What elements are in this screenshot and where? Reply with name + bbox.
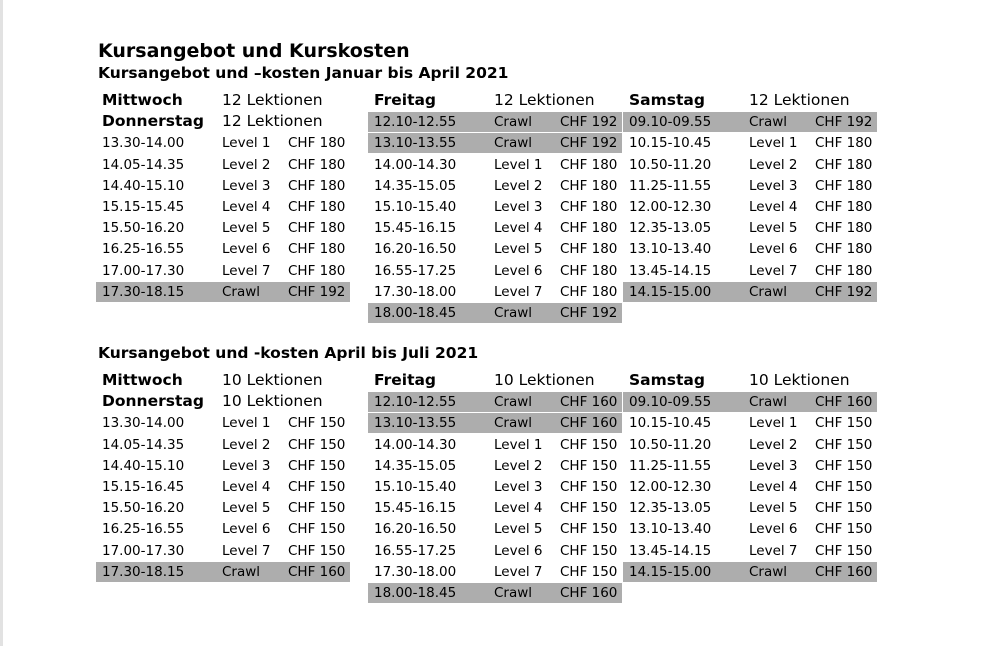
time-cell: 15.10-15.40	[374, 199, 457, 215]
price-cell: CHF 150	[288, 457, 346, 474]
day-name: Donnerstag	[102, 112, 204, 131]
level-cell: Level 4	[749, 199, 798, 215]
table-row	[96, 133, 350, 153]
time-cell: 17.00-17.30	[102, 542, 185, 559]
price-cell: CHF 160	[560, 585, 618, 601]
price-cell: CHF 192	[288, 283, 346, 300]
time-cell: 12.00-12.30	[629, 479, 712, 495]
level-cell: Level 3	[749, 177, 798, 194]
level-cell: Crawl	[749, 394, 788, 411]
level-cell: Level 1	[222, 135, 271, 152]
price-cell: CHF 150	[815, 521, 873, 538]
price-cell: CHF 180	[288, 135, 346, 152]
table-row	[368, 303, 622, 323]
level-cell: Level 7	[749, 262, 798, 279]
price-cell: CHF 160	[560, 394, 618, 411]
day-name: Samstag	[629, 91, 705, 109]
table-row	[368, 261, 622, 281]
level-cell: Crawl	[494, 415, 533, 432]
price-cell: CHF 150	[815, 436, 873, 453]
level-cell: Level 7	[749, 542, 798, 559]
table-row	[96, 519, 350, 539]
price-cell: CHF 150	[288, 436, 346, 453]
level-cell: Level 4	[222, 199, 271, 215]
price-cell: CHF 180	[815, 241, 873, 258]
price-cell: CHF 150	[288, 479, 346, 495]
day-header	[96, 111, 350, 132]
time-cell: 12.10-12.55	[374, 394, 457, 411]
table-row	[96, 498, 350, 518]
time-cell: 16.20-16.50	[374, 241, 457, 258]
level-cell: Level 2	[749, 436, 798, 453]
price-cell: CHF 180	[815, 156, 873, 173]
time-cell: 14.05-14.35	[102, 156, 185, 173]
price-cell: CHF 180	[288, 241, 346, 258]
time-cell: 12.35-13.05	[629, 220, 712, 237]
table-row	[623, 413, 877, 433]
price-cell: CHF 180	[288, 199, 346, 215]
level-cell: Level 7	[494, 283, 543, 300]
price-cell: CHF 192	[815, 283, 873, 300]
table-row	[368, 282, 622, 302]
time-cell: 10.15-10.45	[629, 415, 712, 432]
level-cell: Crawl	[749, 114, 788, 131]
time-cell: 15.10-15.40	[374, 479, 457, 495]
price-cell: CHF 150	[560, 457, 618, 474]
time-cell: 12.00-12.30	[629, 199, 712, 215]
price-cell: CHF 150	[560, 563, 618, 580]
level-cell: Level 6	[749, 241, 798, 258]
table-row	[368, 456, 622, 476]
day-header	[623, 90, 877, 111]
price-cell: CHF 192	[560, 114, 618, 131]
time-cell: 18.00-18.45	[374, 585, 457, 601]
level-cell: Level 4	[494, 500, 543, 517]
time-cell: 16.55-17.25	[374, 542, 457, 559]
level-cell: Crawl	[749, 563, 788, 580]
time-cell: 14.35-15.05	[374, 177, 457, 194]
level-cell: Level 2	[749, 156, 798, 173]
time-cell: 13.10-13.40	[629, 241, 712, 258]
table-row	[623, 498, 877, 518]
level-cell: Level 1	[494, 156, 543, 173]
level-cell: Crawl	[749, 283, 788, 300]
price-cell: CHF 180	[560, 262, 618, 279]
price-cell: CHF 192	[815, 114, 873, 131]
level-cell: Level 7	[222, 542, 271, 559]
table-row	[623, 435, 877, 455]
price-cell: CHF 150	[560, 542, 618, 559]
table-row	[96, 477, 350, 497]
table-row	[623, 112, 877, 132]
time-cell: 14.40-15.10	[102, 177, 185, 194]
time-cell: 14.05-14.35	[102, 436, 185, 453]
lessons-count: 10 Lektionen	[222, 371, 323, 389]
level-cell: Level 2	[494, 177, 543, 194]
time-cell: 14.15-15.00	[629, 563, 712, 580]
time-cell: 14.15-15.00	[629, 283, 712, 300]
level-cell: Level 6	[222, 241, 271, 258]
price-cell: CHF 180	[288, 220, 346, 237]
table-row	[368, 239, 622, 259]
table-row	[368, 392, 622, 412]
time-cell: 13.45-14.15	[629, 262, 712, 279]
price-cell: CHF 150	[815, 457, 873, 474]
level-cell: Level 6	[222, 521, 271, 538]
time-cell: 10.15-10.45	[629, 135, 712, 152]
lessons-count: 12 Lektionen	[222, 112, 323, 131]
level-cell: Level 5	[749, 220, 798, 237]
table-row	[368, 413, 622, 433]
table-row	[96, 261, 350, 281]
level-cell: Level 3	[749, 457, 798, 474]
time-cell: 16.25-16.55	[102, 521, 185, 538]
table-row	[368, 155, 622, 175]
level-cell: Level 2	[222, 436, 271, 453]
price-cell: CHF 150	[815, 500, 873, 517]
time-cell: 09.10-09.55	[629, 114, 712, 131]
table-row	[96, 239, 350, 259]
day-header	[368, 90, 622, 111]
table-row	[623, 176, 877, 196]
day-header	[623, 370, 877, 391]
time-cell: 15.45-16.15	[374, 220, 457, 237]
price-cell: CHF 180	[815, 135, 873, 152]
time-cell: 17.30-18.00	[374, 283, 457, 300]
price-cell: CHF 150	[560, 436, 618, 453]
lessons-count: 12 Lektionen	[222, 91, 323, 109]
table-row	[96, 197, 350, 217]
time-cell: 17.30-18.15	[102, 283, 185, 300]
level-cell: Level 5	[749, 500, 798, 517]
time-cell: 12.35-13.05	[629, 500, 712, 517]
table-row	[368, 112, 622, 132]
time-cell: 13.10-13.55	[374, 135, 457, 152]
time-cell: 16.55-17.25	[374, 262, 457, 279]
table-row	[368, 133, 622, 153]
level-cell: Level 5	[222, 220, 271, 237]
level-cell: Level 4	[222, 479, 271, 495]
section-heading: Kursangebot und –kosten Januar bis April 2021	[98, 64, 509, 82]
table-row	[368, 519, 622, 539]
price-cell: CHF 150	[288, 415, 346, 432]
level-cell: Level 3	[222, 457, 271, 474]
level-cell: Crawl	[494, 305, 533, 321]
time-cell: 13.10-13.55	[374, 415, 457, 432]
table-row	[368, 197, 622, 217]
time-cell: 13.30-14.00	[102, 135, 185, 152]
document-title: Kursangebot und Kurskosten	[98, 40, 410, 62]
lessons-count: 10 Lektionen	[749, 371, 850, 389]
day-header	[96, 370, 350, 391]
level-cell: Level 4	[494, 220, 543, 237]
level-cell: Level 2	[222, 156, 271, 173]
time-cell: 15.15-15.45	[102, 199, 185, 215]
time-cell: 15.50-16.20	[102, 500, 185, 517]
time-cell: 10.50-11.20	[629, 436, 712, 453]
table-row	[623, 197, 877, 217]
time-cell: 09.10-09.55	[629, 394, 712, 411]
table-row	[623, 456, 877, 476]
price-cell: CHF 180	[560, 241, 618, 258]
level-cell: Crawl	[222, 283, 261, 300]
time-cell: 17.30-18.00	[374, 563, 457, 580]
table-row	[96, 541, 350, 561]
table-row	[623, 477, 877, 497]
table-row	[368, 435, 622, 455]
price-cell: CHF 150	[560, 521, 618, 538]
day-name: Samstag	[629, 371, 705, 389]
time-cell: 16.25-16.55	[102, 241, 185, 258]
price-cell: CHF 180	[560, 283, 618, 300]
level-cell: Level 7	[222, 262, 271, 279]
day-header	[96, 391, 350, 412]
level-cell: Level 1	[222, 415, 271, 432]
table-row	[368, 176, 622, 196]
table-row	[96, 282, 350, 302]
day-name: Freitag	[374, 371, 437, 389]
level-cell: Level 3	[494, 199, 543, 215]
time-cell: 14.40-15.10	[102, 457, 185, 474]
level-cell: Level 2	[494, 457, 543, 474]
table-row	[623, 392, 877, 412]
time-cell: 14.00-14.30	[374, 156, 457, 173]
price-cell: CHF 180	[815, 262, 873, 279]
level-cell: Level 1	[749, 415, 798, 432]
table-row	[623, 541, 877, 561]
level-cell: Crawl	[494, 135, 533, 152]
table-row	[96, 413, 350, 433]
table-row	[368, 477, 622, 497]
time-cell: 14.00-14.30	[374, 436, 457, 453]
day-name: Mittwoch	[102, 371, 183, 389]
day-name: Donnerstag	[102, 392, 204, 411]
price-cell: CHF 192	[560, 135, 618, 152]
table-row	[96, 456, 350, 476]
price-cell: CHF 180	[288, 177, 346, 194]
table-row	[368, 562, 622, 582]
level-cell: Level 6	[494, 542, 543, 559]
day-header	[96, 90, 350, 111]
level-cell: Level 6	[749, 521, 798, 538]
level-cell: Level 5	[494, 521, 543, 538]
day-header	[368, 370, 622, 391]
day-name: Mittwoch	[102, 91, 183, 109]
price-cell: CHF 180	[288, 262, 346, 279]
time-cell: 17.30-18.15	[102, 563, 185, 580]
price-cell: CHF 180	[815, 177, 873, 194]
time-cell: 12.10-12.55	[374, 114, 457, 131]
price-cell: CHF 160	[560, 415, 618, 432]
lessons-count: 12 Lektionen	[749, 91, 850, 109]
price-cell: CHF 180	[560, 177, 618, 194]
level-cell: Level 1	[749, 135, 798, 152]
price-cell: CHF 180	[815, 199, 873, 215]
price-cell: CHF 192	[560, 305, 618, 321]
level-cell: Crawl	[494, 394, 533, 411]
price-cell: CHF 150	[815, 542, 873, 559]
time-cell: 10.50-11.20	[629, 156, 712, 173]
table-row	[96, 562, 350, 582]
page-left-edge	[0, 0, 3, 646]
table-row	[96, 155, 350, 175]
table-row	[96, 218, 350, 238]
price-cell: CHF 180	[288, 156, 346, 173]
table-row	[623, 519, 877, 539]
level-cell: Crawl	[494, 114, 533, 131]
price-cell: CHF 150	[288, 542, 346, 559]
level-cell: Level 5	[222, 500, 271, 517]
table-row	[623, 218, 877, 238]
level-cell: Level 7	[494, 563, 543, 580]
level-cell: Level 1	[494, 436, 543, 453]
level-cell: Crawl	[222, 563, 261, 580]
time-cell: 11.25-11.55	[629, 457, 712, 474]
lessons-count: 10 Lektionen	[494, 371, 595, 389]
time-cell: 13.45-14.15	[629, 542, 712, 559]
table-row	[623, 562, 877, 582]
level-cell: Level 5	[494, 241, 543, 258]
price-cell: CHF 160	[288, 563, 346, 580]
time-cell: 16.20-16.50	[374, 521, 457, 538]
section-heading: Kursangebot und -kosten April bis Juli 2021	[98, 344, 479, 362]
time-cell: 14.35-15.05	[374, 457, 457, 474]
table-row	[368, 583, 622, 603]
price-cell: CHF 180	[560, 156, 618, 173]
price-cell: CHF 150	[288, 500, 346, 517]
time-cell: 18.00-18.45	[374, 305, 457, 321]
time-cell: 13.10-13.40	[629, 521, 712, 538]
day-name: Freitag	[374, 91, 437, 109]
price-cell: CHF 180	[815, 220, 873, 237]
table-row	[96, 435, 350, 455]
time-cell: 17.00-17.30	[102, 262, 185, 279]
time-cell: 13.30-14.00	[102, 415, 185, 432]
price-cell: CHF 150	[288, 521, 346, 538]
time-cell: 11.25-11.55	[629, 177, 712, 194]
price-cell: CHF 150	[815, 415, 873, 432]
table-row	[623, 155, 877, 175]
price-cell: CHF 160	[815, 563, 873, 580]
price-cell: CHF 150	[815, 479, 873, 495]
level-cell: Level 4	[749, 479, 798, 495]
lessons-count: 10 Lektionen	[222, 392, 323, 411]
time-cell: 15.15-16.45	[102, 479, 185, 495]
table-row	[623, 239, 877, 259]
price-cell: CHF 150	[560, 479, 618, 495]
table-row	[368, 218, 622, 238]
time-cell: 15.50-16.20	[102, 220, 185, 237]
time-cell: 15.45-16.15	[374, 500, 457, 517]
table-row	[96, 176, 350, 196]
table-row	[368, 498, 622, 518]
level-cell: Level 6	[494, 262, 543, 279]
table-row	[368, 541, 622, 561]
price-cell: CHF 150	[560, 500, 618, 517]
table-row	[623, 133, 877, 153]
table-row	[623, 261, 877, 281]
price-cell: CHF 180	[560, 199, 618, 215]
level-cell: Level 3	[222, 177, 271, 194]
level-cell: Crawl	[494, 585, 533, 601]
price-cell: CHF 160	[815, 394, 873, 411]
level-cell: Level 3	[494, 479, 543, 495]
price-cell: CHF 180	[560, 220, 618, 237]
lessons-count: 12 Lektionen	[494, 91, 595, 109]
table-row	[623, 282, 877, 302]
